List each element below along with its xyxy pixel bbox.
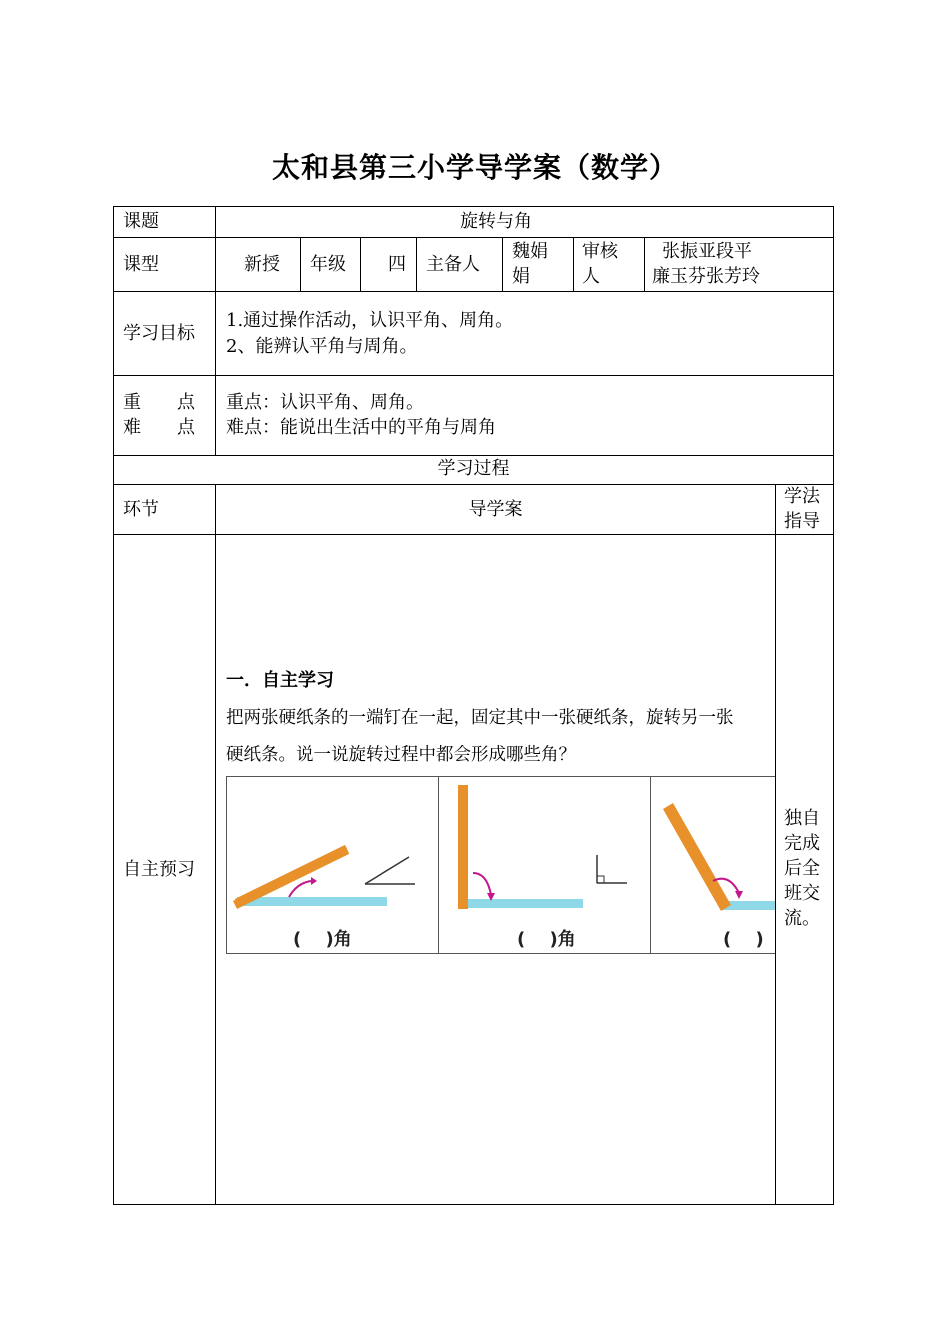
panel-label: ( )角 <box>517 929 576 950</box>
preparer-name-line2: 娟 <box>512 266 530 287</box>
method-line: 流。 <box>784 908 820 929</box>
angle-figure <box>226 776 775 956</box>
stage-name: 自主预习 <box>123 859 195 880</box>
key-point-text: 重点：认识平角、周角。 <box>226 392 424 413</box>
reviewers-line1: 张振亚段平 <box>662 241 752 262</box>
reviewers-line2: 廉玉芬张芳玲 <box>652 266 760 287</box>
grade-value: 四 <box>388 254 406 275</box>
instruction-line-2: 硬纸条。说一说旋转过程中都会形成哪些角？ <box>226 745 576 765</box>
preparer-name-line1: 魏娟 <box>512 241 548 262</box>
panel-label: ( ) <box>723 929 764 950</box>
panel-label: ( )角 <box>293 929 352 950</box>
method-line: 完成 <box>784 833 820 854</box>
goal-label: 学习目标 <box>123 323 195 344</box>
key-point-label: 重 点 <box>123 392 195 413</box>
process-header: 学习过程 <box>437 458 510 479</box>
figure-panel-obtuse <box>650 776 775 954</box>
figure-panel-right <box>438 776 652 954</box>
reviewer-label-line1: 审核 <box>582 241 618 262</box>
preparer-label: 主备人 <box>426 254 480 275</box>
stage-header: 环节 <box>123 499 159 520</box>
guide-header: 导学案 <box>468 499 523 520</box>
type-label: 课型 <box>123 254 159 275</box>
method-header-line2: 指导 <box>784 511 820 532</box>
method-line: 独自 <box>784 808 820 829</box>
goal-line-2: 2、能辨认平角与周角。 <box>226 336 418 357</box>
method-header-line1: 学法 <box>784 486 820 507</box>
topic-value: 旋转与角 <box>460 211 532 232</box>
type-value: 新授 <box>244 254 280 275</box>
page-title: 太和县第三小学导学案（数学） <box>271 151 678 184</box>
method-line: 班交 <box>784 883 820 904</box>
instruction-line-1: 把两张硬纸条的一端钉在一起，固定其中一张硬纸条，旋转另一张 <box>226 708 734 728</box>
reviewer-label-line2: 人 <box>582 266 600 287</box>
figure-panel-acute <box>226 776 439 954</box>
section-title: 一．自主学习 <box>226 670 334 691</box>
topic-label: 课题 <box>123 211 159 232</box>
grade-label: 年级 <box>310 254 346 275</box>
method-line: 后全 <box>784 858 820 879</box>
difficulty-label: 难 点 <box>123 417 195 438</box>
difficulty-text: 难点：能说出生活中的平角与周角 <box>226 417 496 438</box>
goal-line-1: 1.通过操作活动，认识平角、周角。 <box>226 310 514 331</box>
